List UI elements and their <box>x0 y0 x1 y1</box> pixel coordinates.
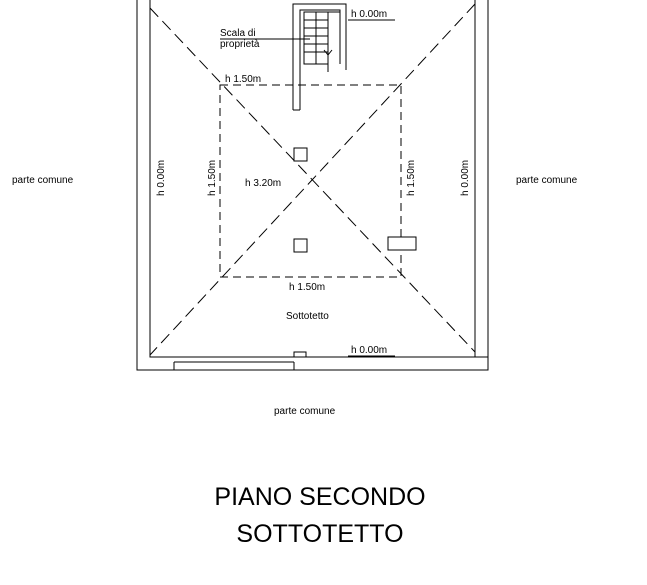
skylight-right <box>388 237 416 250</box>
height-label-stair-top: h 0.00m <box>351 9 388 20</box>
diagonal-tr-bl <box>150 4 475 355</box>
stair-label-line1: Scala di <box>220 28 256 39</box>
height-label-right-outer: h 0.00m <box>460 159 471 196</box>
title-line1: PIANO SECONDO <box>214 483 426 511</box>
roof-diagonals <box>150 4 475 355</box>
height-label-center: h 3.20m <box>245 178 282 189</box>
height-label-right-inner: h 1.50m <box>406 159 417 196</box>
roof-openings <box>294 148 416 252</box>
stair-core <box>293 4 346 110</box>
wall-inner-line <box>150 0 488 357</box>
surrounding-bottom: parte comune <box>274 406 336 417</box>
height-label-bottom-edge: h 0.00m <box>351 345 388 356</box>
height-label-left-inner: h 1.50m <box>207 159 218 196</box>
room-name: Sottotetto <box>286 311 329 322</box>
surrounding-right: parte comune <box>516 175 578 186</box>
height-label-inner-bottom: h 1.50m <box>289 282 326 293</box>
height-label-inner-top: h 1.50m <box>225 74 262 85</box>
skylight-lower <box>294 239 307 252</box>
stair-wall-left-inner <box>300 10 340 110</box>
surrounding-left: parte comune <box>12 175 74 186</box>
title-line2: SOTTOTETTO <box>236 520 404 548</box>
skylight-upper <box>294 148 307 161</box>
stair-label-line2: proprietà <box>220 39 260 50</box>
height-label-left-outer: h 0.00m <box>156 159 167 196</box>
wall-pillar <box>294 352 306 357</box>
